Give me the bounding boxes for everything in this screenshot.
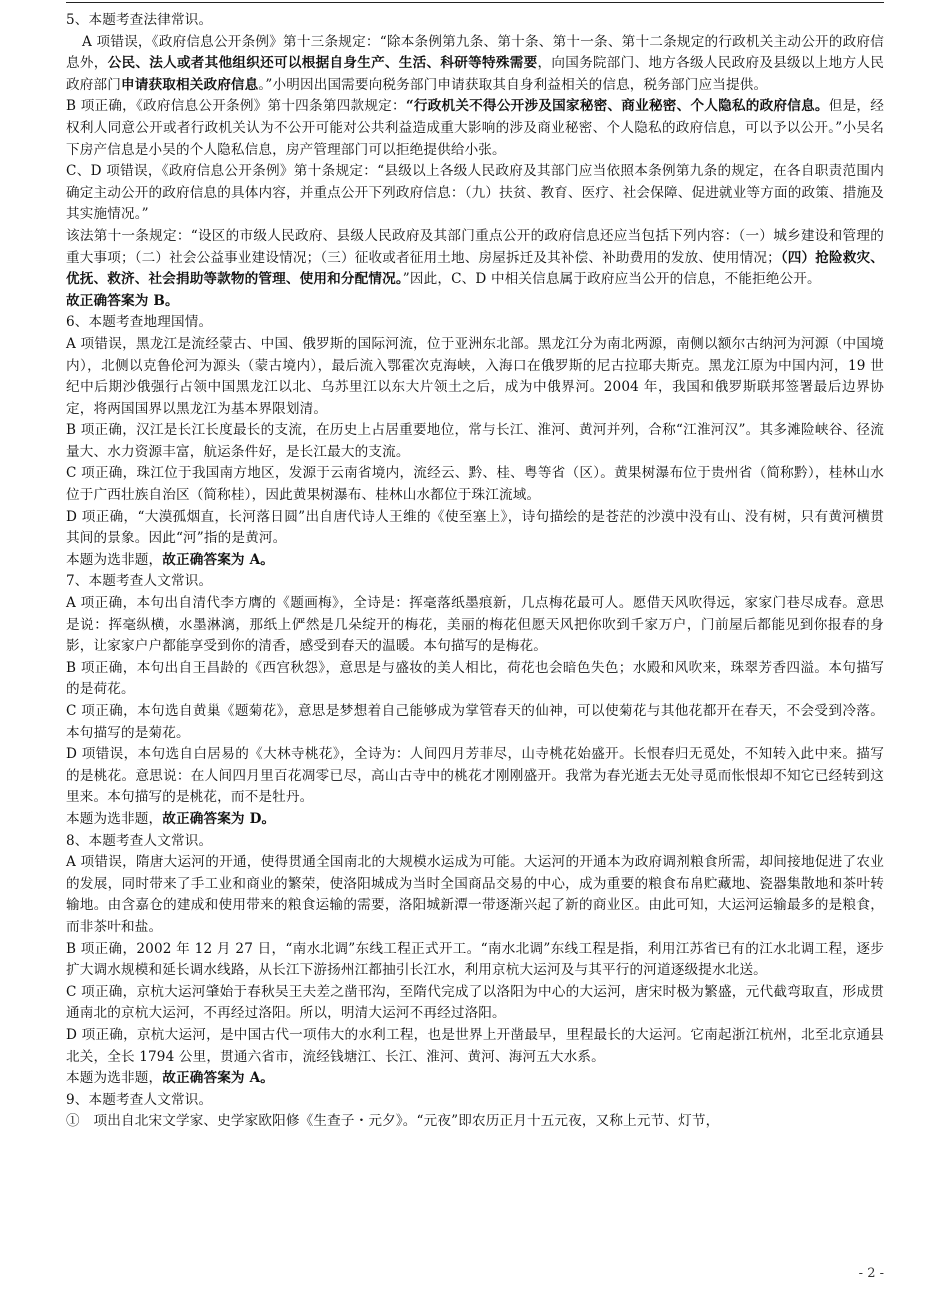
q8-option-c [66, 982, 884, 1025]
q8-heading-text: 8、本题考查人文常识。 [66, 832, 213, 849]
q9-heading-text: 9、本题考查人文常识。 [66, 1091, 213, 1108]
q7-option-a-text: A 项正确，本句出自清代李方膺的《题画梅》，全诗是：挥毫落纸墨痕新，几点梅花最可人。愿借天风吹得远，家家门巷尽成春。意思是说：挥毫纵横，水墨淋漓，那纸上俨然是几朵绽开的梅花，美丽的梅花但愿天风把你吹到千家万户，门前屋后都能见到你报春的身影，让家家户户都能享受到你的清香，感受到春天的温暖。本句描写的是梅花。 [66, 595, 884, 655]
q5-option-b [66, 96, 884, 161]
q5-answer [66, 291, 884, 313]
q7-option-c-text: C 项正确，本句选自黄巢《题菊花》，意思是梦想着自己能够成为掌管春天的仙神，可以使菊花与其他花都开在春天，不会受到冷落。本句描写的是菊花。 [66, 703, 884, 741]
q5-option-cd-cont-text: （四）抢险救灾、优抚、救济、社会捐助等款物的管理、使用和分配情况。 [66, 249, 884, 288]
q7-heading-text: 7、本题考查人文常识。 [66, 573, 213, 590]
q6-answer [66, 550, 884, 572]
q8-answer [66, 1068, 884, 1090]
q6-option-b-text: B 项正确，汉江是长江长度最长的支流，在历史上占居重要地位，常与长江、淮河、黄河并列，合称“江淮河汉”。其多滩险峡谷、径流量大、水力资源丰富，航运条件好，是长江最大的支流。 [66, 422, 884, 460]
q9-item-1 [66, 1111, 884, 1133]
q5-option-b-text: “行政机关不得公开涉及国家秘密、商业秘密、个人隐私的政府信息。 [405, 98, 829, 115]
q7-option-a [66, 593, 884, 658]
q8-option-d [66, 1025, 884, 1068]
q8-option-d-text: D 项正确，京杭大运河，是中国古代一项伟大的水利工程，也是世界上开凿最早，里程最长的大运河。它南起浙江杭州，北至北京通县北关，全长 1794 公里，贯通六省市，流经钱塘江、长江、淮河、黄河、海河五大水系。 [66, 1026, 884, 1065]
q6-option-b [66, 420, 884, 463]
q7-option-c [66, 701, 884, 744]
q6-option-c-text: C 项正确，珠江位于我国南方地区，发源于云南省境内，流经云、黔、桂、粤等省（区）。黄果树瀑布位于贵州省（简称黔），桂林山水位于广西壮族自治区（简称桂），因此黄果树瀑布、桂林山水都位于珠江流域。 [66, 465, 884, 504]
q8-option-b-text: B 项正确，2002 年 12 月 27 日，“南水北调”东线工程正式开工。“南水北调”东线工程是指，利用江苏省已有的江水北调工程，逐步扩大调水规模和延长调水线路，从长江下游扬州江都抽引长江水，利用京杭大运河及与其平行的河道逐级提水北送。 [66, 940, 884, 979]
q6-heading [66, 312, 884, 334]
q6-option-c [66, 463, 884, 506]
q7-option-d [66, 744, 884, 809]
q6-option-a-text: A 项错误，黑龙江是流经蒙古、中国、俄罗斯的国际河流，位于亚洲东北部。黑龙江分为南北两源，南侧以额尔古纳河为河源（中国境内），北侧以克鲁伦河为源头（蒙古境内），最后流入鄂霍次克海峡，入海口在俄罗斯的尼古拉耶夫斯克。黑龙江原为中国内河，19 世纪中后期沙俄强行占领中国黑龙江以北、乌苏里江以东大片领土之后，成为中俄界河。2004 年，我国和俄罗斯联邦签署最后边界协定，将两国国界以黑龙江为基本界限划清。 [66, 335, 884, 417]
q5-option-cd-cont-text: 该法第十一条规定：“设区的市级人民政府、县级人民政府及其部门重点公开的政府信息还应当包括下列内容：（一）城乡建设和管理的重大事项；（二）社会公益事业建设情况；（三）征收或者征用土地、房屋拆迁及其补偿、补助费用的发放、使用情况； [66, 227, 884, 266]
q9-heading [66, 1090, 884, 1112]
q8-option-b [66, 939, 884, 982]
q8-answer-text: 故正确答案为 A。 [162, 1070, 275, 1087]
q7-option-d-text: D 项错误，本句选自白居易的《大林寺桃花》，全诗为：人间四月芳菲尽，山寺桃花始盛开。长恨春归无觅处，不知转入此中来。描写的是桃花。意思说：在人间四月里百花凋零已尽，高山古寺中的桃花才刚刚盛开。我常为春光逝去无处寻觅而怅恨却不知它已经转到这里来。本句描写的是桃花，而不是牡丹。 [66, 746, 884, 806]
q9-item-1-text: ① 项出自北宋文学家、史学家欧阳修《生查子・元夕》。“元夜”即农历正月十五元夜，又称上元节、灯节， [66, 1113, 720, 1130]
q5-option-a [66, 32, 884, 97]
header-rule [66, 2, 884, 3]
q7-option-b-text: B 项正确，本句出自王昌龄的《西宫秋怨》，意思是与盛妆的美人相比，荷花也会暗色失色；水殿和风吹来，珠翠芳香四溢。本句描写的是荷花。 [66, 659, 884, 698]
q5-option-cd-cont-text: ”因此，C、D 中相关信息属于政府应当公开的信息，不能拒绝公开。 [402, 271, 821, 288]
q5-option-a-text: 申请获取相关政府信息 [120, 76, 259, 93]
q7-answer-text: 本题为选非题， [66, 810, 163, 827]
q5-option-a-text: A 项错误，《政府信息公开条例》第十三条规定：“除本条例第九条、第十条、第十一条、第十二条规定的行政机关主动公开的政府信息外， [66, 33, 884, 72]
q8-option-a [66, 852, 884, 938]
q6-answer-text: 本题为选非题， [66, 551, 163, 568]
q5-option-b-text: 但是，经权利人同意公开或者行政机关认为不公开可能对公共利益造成重大影响的涉及商业秘密、个人隐私的政府信息，可以予以公开。”小吴名下房产信息是小吴的个人隐私信息，房产管理部门可以拒绝提供给小张。 [66, 98, 884, 158]
q5-option-a-text: 公民、法人或者其他组织还可以根据自身生产、生活、科研等特殊需要 [107, 55, 538, 72]
q5-option-cd-cont [66, 226, 884, 291]
q6-option-d [66, 507, 884, 550]
q8-option-a-text: A 项错误，隋唐大运河的开通，使得贯通全国南北的大规模水运成为可能。大运河的开通本为政府调剂粮食所需，却间接地促进了农业的发展，同时带来了手工业和商业的繁荣，使洛阳城成为当时全国商品交易的中心，成为重要的粮食布帛贮藏地、瓷器集散地和茶叶转输地。由含嘉仓的建成和使用带来的粮食运输的需要，洛阳城新潭一带逐渐兴起了新的商业区。由此可知，大运河运输最多的是粮食，而非茶叶和盐。 [66, 854, 884, 935]
q7-answer [66, 809, 884, 831]
q5-option-a-text: 。”小明因出国需要向税务部门申请获取其自身利益相关的信息，税务部门应当提供。 [258, 76, 768, 93]
q5-option-a-text: ，向国务院部门、地方各级人民政府及县级以上地方人民政府部门 [66, 55, 885, 93]
q6-option-a [66, 334, 884, 420]
q6-option-d-text: D 项正确，“大漠孤烟直，长河落日圆”出自唐代诗人王维的《使至塞上》，诗句描绘的是苍茫的沙漠中没有山、没有树，只有黄河横贯其间的景象。因此“河”指的是黄河。 [66, 508, 884, 547]
q5-answer-text: 故正确答案为 B。 [66, 292, 179, 309]
q8-heading [66, 831, 884, 853]
page-number: - 2 - [858, 1266, 884, 1281]
q6-answer-text: 故正确答案为 A。 [162, 551, 275, 568]
q7-option-b [66, 658, 884, 701]
q5-option-cd [66, 161, 884, 226]
q5-option-cd-text: C、D 项错误，《政府信息公开条例》第十条规定：“县级以上各级人民政府及其部门应当依照本条例第九条的规定，在各自职责范围内确定主动公开的政府信息的具体内容，并重点公开下列政府信息：（九）扶贫、教育、医疗、社会保障、促进就业等方面的政策、措施及其实施情况。” [66, 163, 884, 223]
answer-explanations [66, 10, 884, 1133]
q5-heading [66, 10, 884, 32]
q8-answer-text: 本题为选非题， [66, 1070, 163, 1087]
q6-heading-text: 6、本题考查地理国情。 [66, 314, 213, 331]
q5-heading-text: 5、本题考查法律常识。 [66, 12, 213, 28]
q7-heading [66, 571, 884, 593]
document-page [66, 0, 884, 1303]
q8-option-c-text: C 项正确，京杭大运河肇始于春秋吴王夫差之凿邗沟，至隋代完成了以洛阳为中心的大运河，唐宋时极为繁盛，元代截弯取直，形成贯通南北的京杭大运河，不再经过洛阳。所以，明清大运河不再经过洛阳。 [66, 983, 884, 1022]
q5-option-b-text: B 项正确，《政府信息公开条例》第十四条第四款规定： [66, 98, 406, 115]
q7-answer-text: 故正确答案为 D。 [162, 810, 276, 827]
